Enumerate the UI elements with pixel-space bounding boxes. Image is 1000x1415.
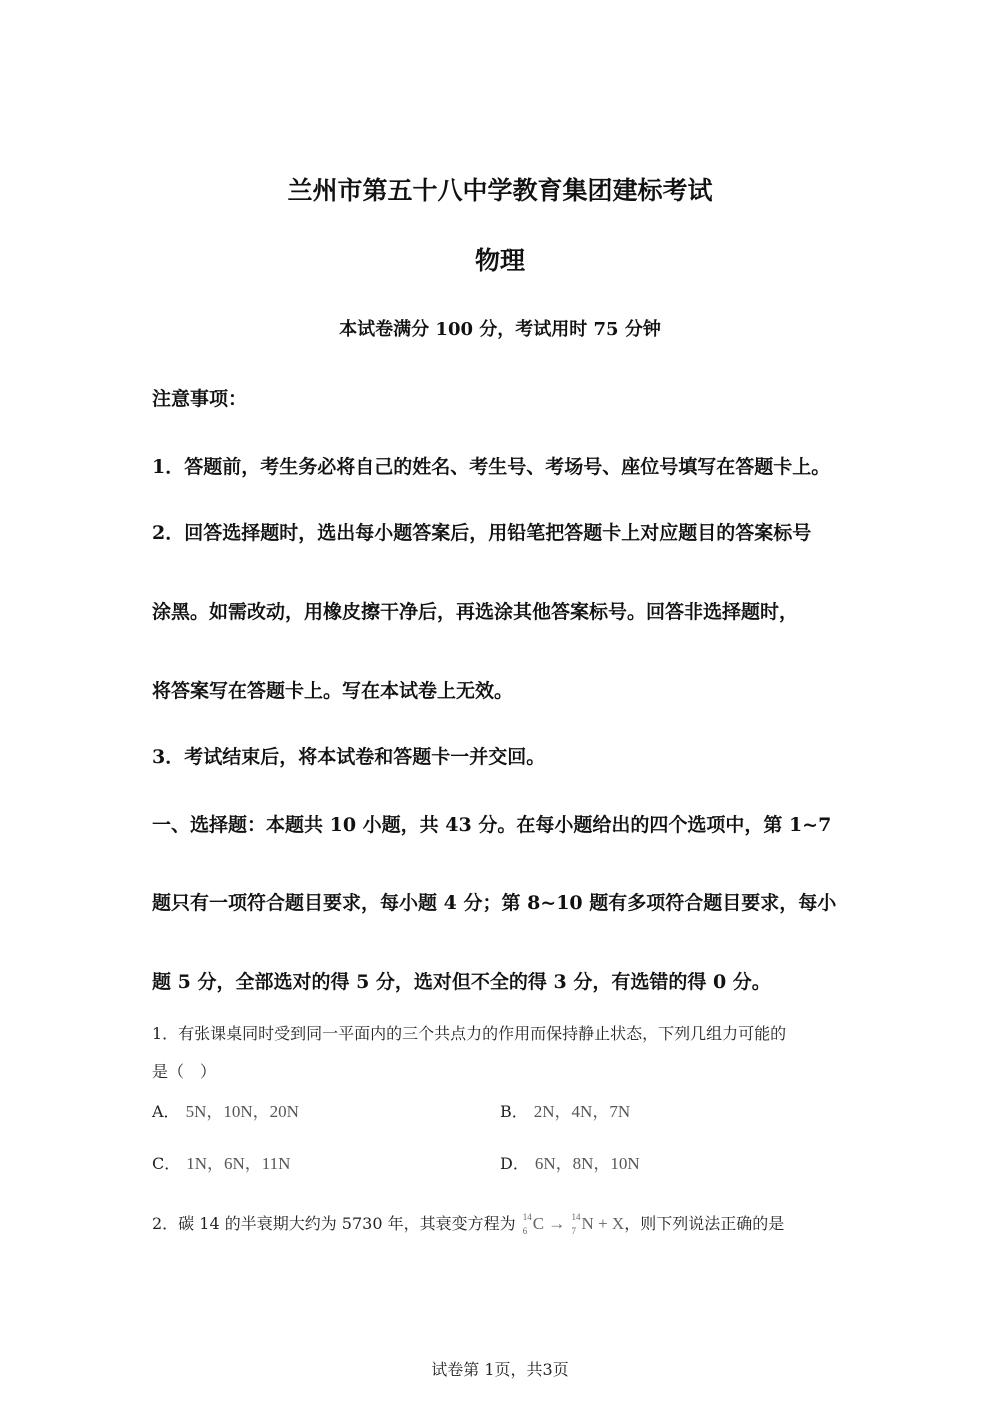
option-label: A． [152,1102,180,1121]
section1-line-1: 一、选择题：本题共 10 小题，共 43 分。在每小题给出的四个选项中，第 1~7 [152,814,832,836]
q1-option-c[interactable] [152,1149,290,1174]
notes-heading: 注意事项： [152,388,248,410]
option-value: 1N，6N，11N [186,1154,291,1173]
q1-stem-line-2: 是（ ） [152,1062,217,1081]
notes-item-2-line-3: 将答案写在答题卡上。写在本试卷上无效。 [152,680,514,702]
exam-title: 兰州市第五十八中学教育集团建标考试 [287,176,713,205]
q1-stem-line-1: 1．有张课桌同时受到同一平面内的三个共点力的作用而保持静止状态，下列几组力可能的 [152,1024,787,1043]
q2-stem-before: 2．碳 14 的半衰期大约为 5730 年，其衰变方程为 [152,1214,516,1233]
notes-item-3: 3．考试结束后，将本试卷和答题卡一并交回。 [152,746,546,768]
exam-info: 本试卷满分 100 分，考试用时 75 分钟 [339,319,661,340]
q1-option-a[interactable] [152,1097,299,1122]
notes-item-2-line-1: 2．回答选择题时，选出每小题答案后，用铅笔把答题卡上对应题目的答案标号 [152,522,812,544]
subject-title: 物理 [474,246,525,275]
option-value: 2N，4N，7N [533,1102,631,1121]
carbon-isotope-numbers: 14 6 [522,1212,532,1237]
q1-option-b[interactable] [500,1097,630,1122]
option-value: 5N，10N，20N [185,1102,299,1121]
option-value: 6N，8N，10N [534,1154,640,1173]
q2-stem [152,1211,784,1236]
nitrogen-symbol: N [581,1214,594,1233]
nitrogen-isotope-numbers: 14 7 [571,1212,581,1237]
section1-line-3: 题 5 分，全部选对的得 5 分，选对但不全的得 3 分，有选错的得 0 分。 [152,971,771,993]
q1-option-d[interactable] [500,1149,640,1174]
option-label: C． [152,1154,181,1173]
option-label: B． [500,1102,528,1121]
decay-equation [521,1214,625,1236]
equation-tail: + X [598,1214,625,1233]
option-label: D． [500,1154,529,1173]
notes-item-1: 1．答题前，考生务必将自己的姓名、考生号、考场号、座位号填写在答题卡上。 [152,456,831,478]
q2-stem-after: ，则下列说法正确的是 [624,1214,785,1233]
section1-line-2: 题只有一项符合题目要求，每小题 4 分；第 8~10 题有多项符合题目要求，每小 [152,892,837,914]
arrow-symbol: → [548,1214,566,1233]
page-footer: 试卷第 1页，共3页 [431,1360,569,1379]
carbon-symbol: C [532,1214,545,1233]
notes-item-2-line-2: 涂黑。如需改动，用橡皮擦干净后，再选涂其他答案标号。回答非选择题时， [152,601,799,623]
